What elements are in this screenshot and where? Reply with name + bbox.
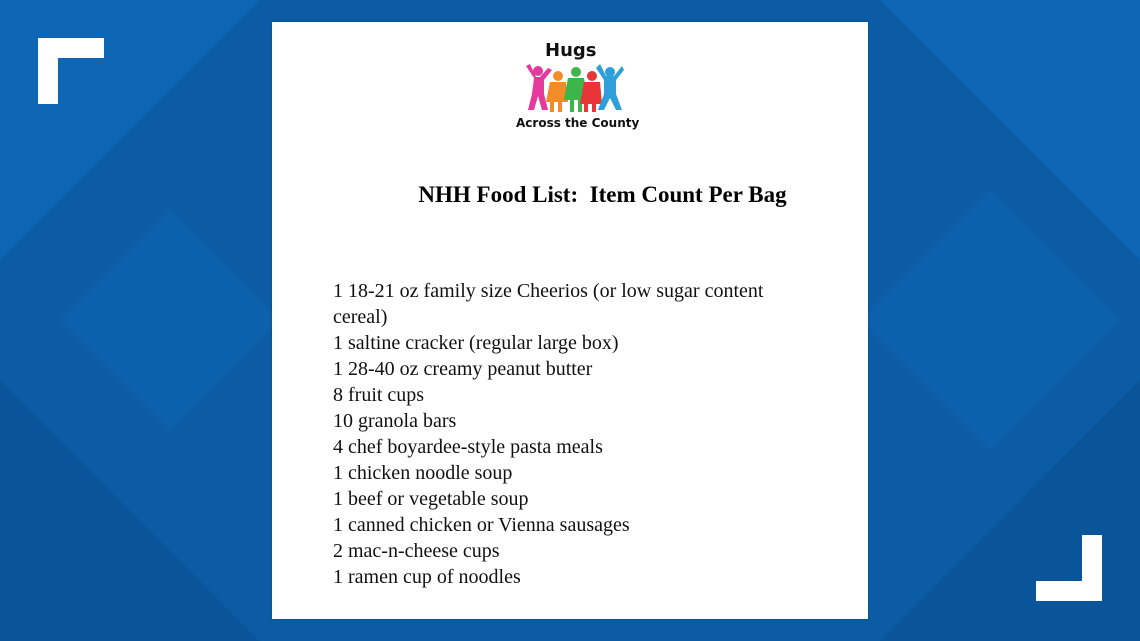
list-item: 2 mac-n-cheese cups [333, 540, 500, 562]
list-item: 1 chicken noodle soup [333, 462, 513, 484]
list-item: 1 saltine cracker (regular large box) [333, 332, 619, 354]
logo-bottom-text: Across the County [516, 116, 640, 130]
list-item: 4 chef boyardee-style pasta meals [333, 436, 603, 458]
page-title: NHH Food List: Item Count Per Bag [418, 182, 787, 207]
list-item: 1 beef or vegetable soup [333, 488, 529, 510]
list-item: 1 canned chicken or Vienna sausages [333, 514, 630, 536]
hugs-logo [508, 36, 638, 156]
list-item: 8 fruit cups [333, 384, 425, 406]
children-figures-icon [524, 64, 624, 116]
list-item: 1 28-40 oz creamy peanut butter [333, 358, 593, 380]
list-item: 1 18-21 oz family size Cheerios (or low sugar content cereal) [333, 280, 764, 328]
food-list-document [272, 22, 868, 619]
list-item: 10 granola bars [333, 410, 457, 432]
food-item-list [333, 278, 813, 590]
top-left-bracket [38, 38, 104, 104]
logo-top-text: Hugs [545, 40, 597, 61]
bottom-right-bracket [1036, 535, 1102, 601]
list-item: 1 ramen cup of noodles [333, 566, 521, 588]
